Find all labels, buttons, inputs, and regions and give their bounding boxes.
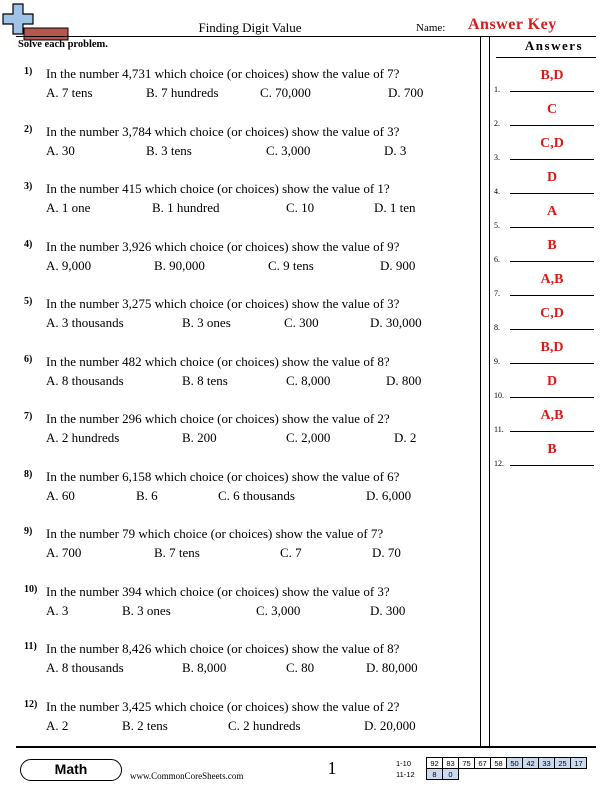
answer-value: A,B xyxy=(540,272,564,287)
question-number: 5) xyxy=(24,296,33,307)
question-text: In the number 415 which choice (or choices) show the value of 1? xyxy=(46,181,390,196)
answer-number: 4. xyxy=(494,187,500,196)
answer-number: 3. xyxy=(494,153,500,162)
answer-row xyxy=(494,102,596,128)
answers-heading: Answers xyxy=(524,38,584,53)
score-cell: 75 xyxy=(459,758,475,769)
answer-line xyxy=(510,363,594,364)
score-cell-empty xyxy=(523,769,539,780)
score-cell: 25 xyxy=(555,758,571,769)
choice-d: D. 800 xyxy=(386,372,422,388)
answer-line xyxy=(510,193,594,194)
choice-b: B. 6 xyxy=(136,487,158,503)
answer-number: 9. xyxy=(494,357,500,366)
answer-value: B xyxy=(547,442,557,457)
question-text: In the number 6,158 which choice (or choices) show the value of 6? xyxy=(46,468,400,484)
score-cell: 50 xyxy=(507,758,523,769)
answer-value: C xyxy=(546,102,558,117)
choice-a: A. 8 thousands xyxy=(46,372,124,388)
question-text: In the number 8,426 which choice (or choices) show the value of 8? xyxy=(46,641,400,656)
question-text: In the number 3,425 which choice (or choices) show the value of 2? xyxy=(46,698,400,714)
answer-value: D xyxy=(546,170,558,185)
score-cell: 0 xyxy=(443,769,459,780)
question-number: 2) xyxy=(24,123,33,135)
question-number: 3) xyxy=(24,181,33,192)
answer-line xyxy=(510,295,594,296)
score-cell: 83 xyxy=(443,758,459,769)
choice-a: A. 8 thousands xyxy=(46,660,124,675)
choice-a: A. 9,000 xyxy=(46,257,92,273)
score-cell: 8 xyxy=(427,769,443,780)
choice-b: B. 3 ones xyxy=(182,315,231,330)
question-text: In the number 3,275 which choice (or choices) show the value of 3? xyxy=(46,296,400,311)
footer-rule xyxy=(16,746,596,748)
choice-c: C. 2 hundreds xyxy=(228,717,301,733)
answer-key-label: Answer Key xyxy=(468,16,557,33)
answer-row xyxy=(494,408,596,434)
answer-row xyxy=(494,374,596,400)
answer-number: 6. xyxy=(494,255,500,264)
choice-d: D. 1 ten xyxy=(374,200,416,215)
choice-b: B. 8 tens xyxy=(182,372,228,388)
score-cell-empty xyxy=(459,769,475,780)
choice-c: C. 8,000 xyxy=(286,372,331,388)
score-row xyxy=(396,758,587,769)
answer-number: 8. xyxy=(494,323,500,332)
choice-a: A. 30 xyxy=(46,142,75,158)
answer-row xyxy=(494,68,596,94)
choice-c: C. 80 xyxy=(286,660,315,675)
answer-value: D xyxy=(546,374,558,389)
choice-b: B. 90,000 xyxy=(154,257,205,273)
choice-b: B. 8,000 xyxy=(182,660,227,675)
answer-row xyxy=(494,204,596,230)
question-text: In the number 3,926 which choice (or choices) show the value of 9? xyxy=(46,238,400,254)
question-number: 4) xyxy=(24,238,33,250)
choice-a: A. 3 xyxy=(46,602,69,618)
question-number: 10) xyxy=(24,583,38,595)
answer-row xyxy=(494,306,596,332)
score-table xyxy=(396,757,587,780)
answer-number: 12. xyxy=(494,459,504,468)
answer-line xyxy=(510,125,594,126)
choice-d: D. 70 xyxy=(372,545,401,560)
question-number: 11) xyxy=(24,641,37,652)
choice-a: A. 3 thousands xyxy=(46,315,124,330)
choice-d: D. 2 xyxy=(394,430,417,445)
question-text: In the number 296 which choice (or choices) show the value of 2? xyxy=(46,411,390,426)
choice-d: D. 700 xyxy=(388,85,424,100)
score-cell-empty xyxy=(555,769,571,780)
choice-d: D. 80,000 xyxy=(366,660,418,675)
choice-b: B. 3 tens xyxy=(146,142,192,158)
choice-b: B. 7 tens xyxy=(154,545,200,560)
score-cell: 92 xyxy=(427,758,443,769)
answer-value: C,D xyxy=(540,136,564,151)
question-text: In the number 79 which choice (or choices) show the value of 7? xyxy=(46,526,384,541)
choice-a: A. 2 xyxy=(46,717,69,733)
choice-c: C. 3,000 xyxy=(256,602,301,618)
choice-d: D. 900 xyxy=(380,257,416,273)
score-cell-empty xyxy=(507,769,523,780)
answer-line xyxy=(510,159,594,160)
answer-row xyxy=(494,272,596,298)
question-text: In the number 4,731 which choice (or choices) show the value of 7? xyxy=(46,66,400,81)
answer-line xyxy=(510,397,594,398)
answer-row xyxy=(494,170,596,196)
choice-d: D. 3 xyxy=(384,142,407,158)
choice-d: D. 6,000 xyxy=(366,487,412,503)
answer-value: C,D xyxy=(540,306,564,321)
page-number: 1 xyxy=(327,758,337,778)
choice-b: B. 2 tens xyxy=(122,717,168,733)
score-cell: 58 xyxy=(491,758,507,769)
choice-c: C. 3,000 xyxy=(266,142,311,158)
question-number: 12) xyxy=(24,698,38,710)
choice-b: B. 3 ones xyxy=(122,602,171,618)
score-cell-empty xyxy=(475,769,491,780)
choice-d: D. 30,000 xyxy=(370,315,422,330)
answer-row xyxy=(494,238,596,264)
answer-line xyxy=(510,261,594,262)
question-number: 8) xyxy=(24,468,33,480)
answer-line xyxy=(510,91,594,92)
name-label: Name: xyxy=(416,22,446,34)
answer-value: B,D xyxy=(540,340,564,355)
answer-value: B,D xyxy=(540,68,564,83)
answers-heading-rule xyxy=(496,57,596,58)
question-text: In the number 482 which choice (or choices) show the value of 8? xyxy=(46,353,390,369)
score-cell-empty xyxy=(571,769,587,780)
answer-value: A xyxy=(546,204,558,219)
answer-number: 5. xyxy=(494,221,500,230)
score-cell: 33 xyxy=(539,758,555,769)
score-row xyxy=(396,769,587,780)
answer-value: A,B xyxy=(540,408,564,423)
question-text: In the number 394 which choice (or choices) show the value of 3? xyxy=(46,583,390,599)
choice-d: D. 20,000 xyxy=(364,717,416,733)
answer-number: 10. xyxy=(494,391,504,400)
column-divider xyxy=(480,37,490,747)
choice-a: A. 60 xyxy=(46,487,75,503)
choice-b: B. 1 hundred xyxy=(152,200,220,215)
choice-a: A. 2 hundreds xyxy=(46,430,120,445)
choice-b: B. 7 hundreds xyxy=(146,85,219,100)
answer-number: 11. xyxy=(494,425,504,434)
answer-number: 1. xyxy=(494,85,500,94)
answer-row xyxy=(494,340,596,366)
question-number: 7) xyxy=(24,411,33,422)
choice-c: C. 9 tens xyxy=(268,257,314,273)
answer-value: B xyxy=(547,238,557,253)
website-link[interactable]: www.CommonCoreSheets.com xyxy=(130,771,244,781)
answer-line xyxy=(510,431,594,432)
choice-c: C. 300 xyxy=(284,315,319,330)
choice-a: A. 7 tens xyxy=(46,85,93,100)
choice-a: A. 700 xyxy=(46,545,82,560)
answer-row xyxy=(494,442,596,468)
choice-c: C. 70,000 xyxy=(260,85,311,100)
score-row-label: 1-10 xyxy=(396,758,412,768)
question-number: 6) xyxy=(24,353,33,365)
choice-c: C. 6 thousands xyxy=(218,487,295,503)
choice-c: C. 2,000 xyxy=(286,430,331,445)
subject-badge: Math xyxy=(20,759,122,781)
score-row-label: 11-12 xyxy=(396,769,415,779)
score-cell-empty xyxy=(491,769,507,780)
worksheet-title: Finding Digit Value xyxy=(198,20,302,35)
choice-a: A. 1 one xyxy=(46,200,91,215)
choice-d: D. 300 xyxy=(370,602,406,618)
answer-line xyxy=(510,465,594,466)
answer-line xyxy=(510,329,594,330)
question-text: In the number 3,784 which choice (or choices) show the value of 3? xyxy=(46,123,400,139)
choice-b: B. 200 xyxy=(182,430,217,445)
score-cell: 67 xyxy=(475,758,491,769)
choice-c: C. 7 xyxy=(280,545,302,560)
choice-c: C. 10 xyxy=(286,200,315,215)
question-number: 1) xyxy=(24,66,33,77)
score-cell-empty xyxy=(539,769,555,780)
answer-number: 7. xyxy=(494,289,500,298)
score-cell: 42 xyxy=(523,758,539,769)
instructions: Solve each problem. xyxy=(18,39,108,50)
answer-number: 2. xyxy=(494,119,500,128)
answer-line xyxy=(510,227,594,228)
header-rule xyxy=(16,36,596,37)
answer-row xyxy=(494,136,596,162)
question-number: 9) xyxy=(24,526,33,537)
score-cell: 17 xyxy=(571,758,587,769)
